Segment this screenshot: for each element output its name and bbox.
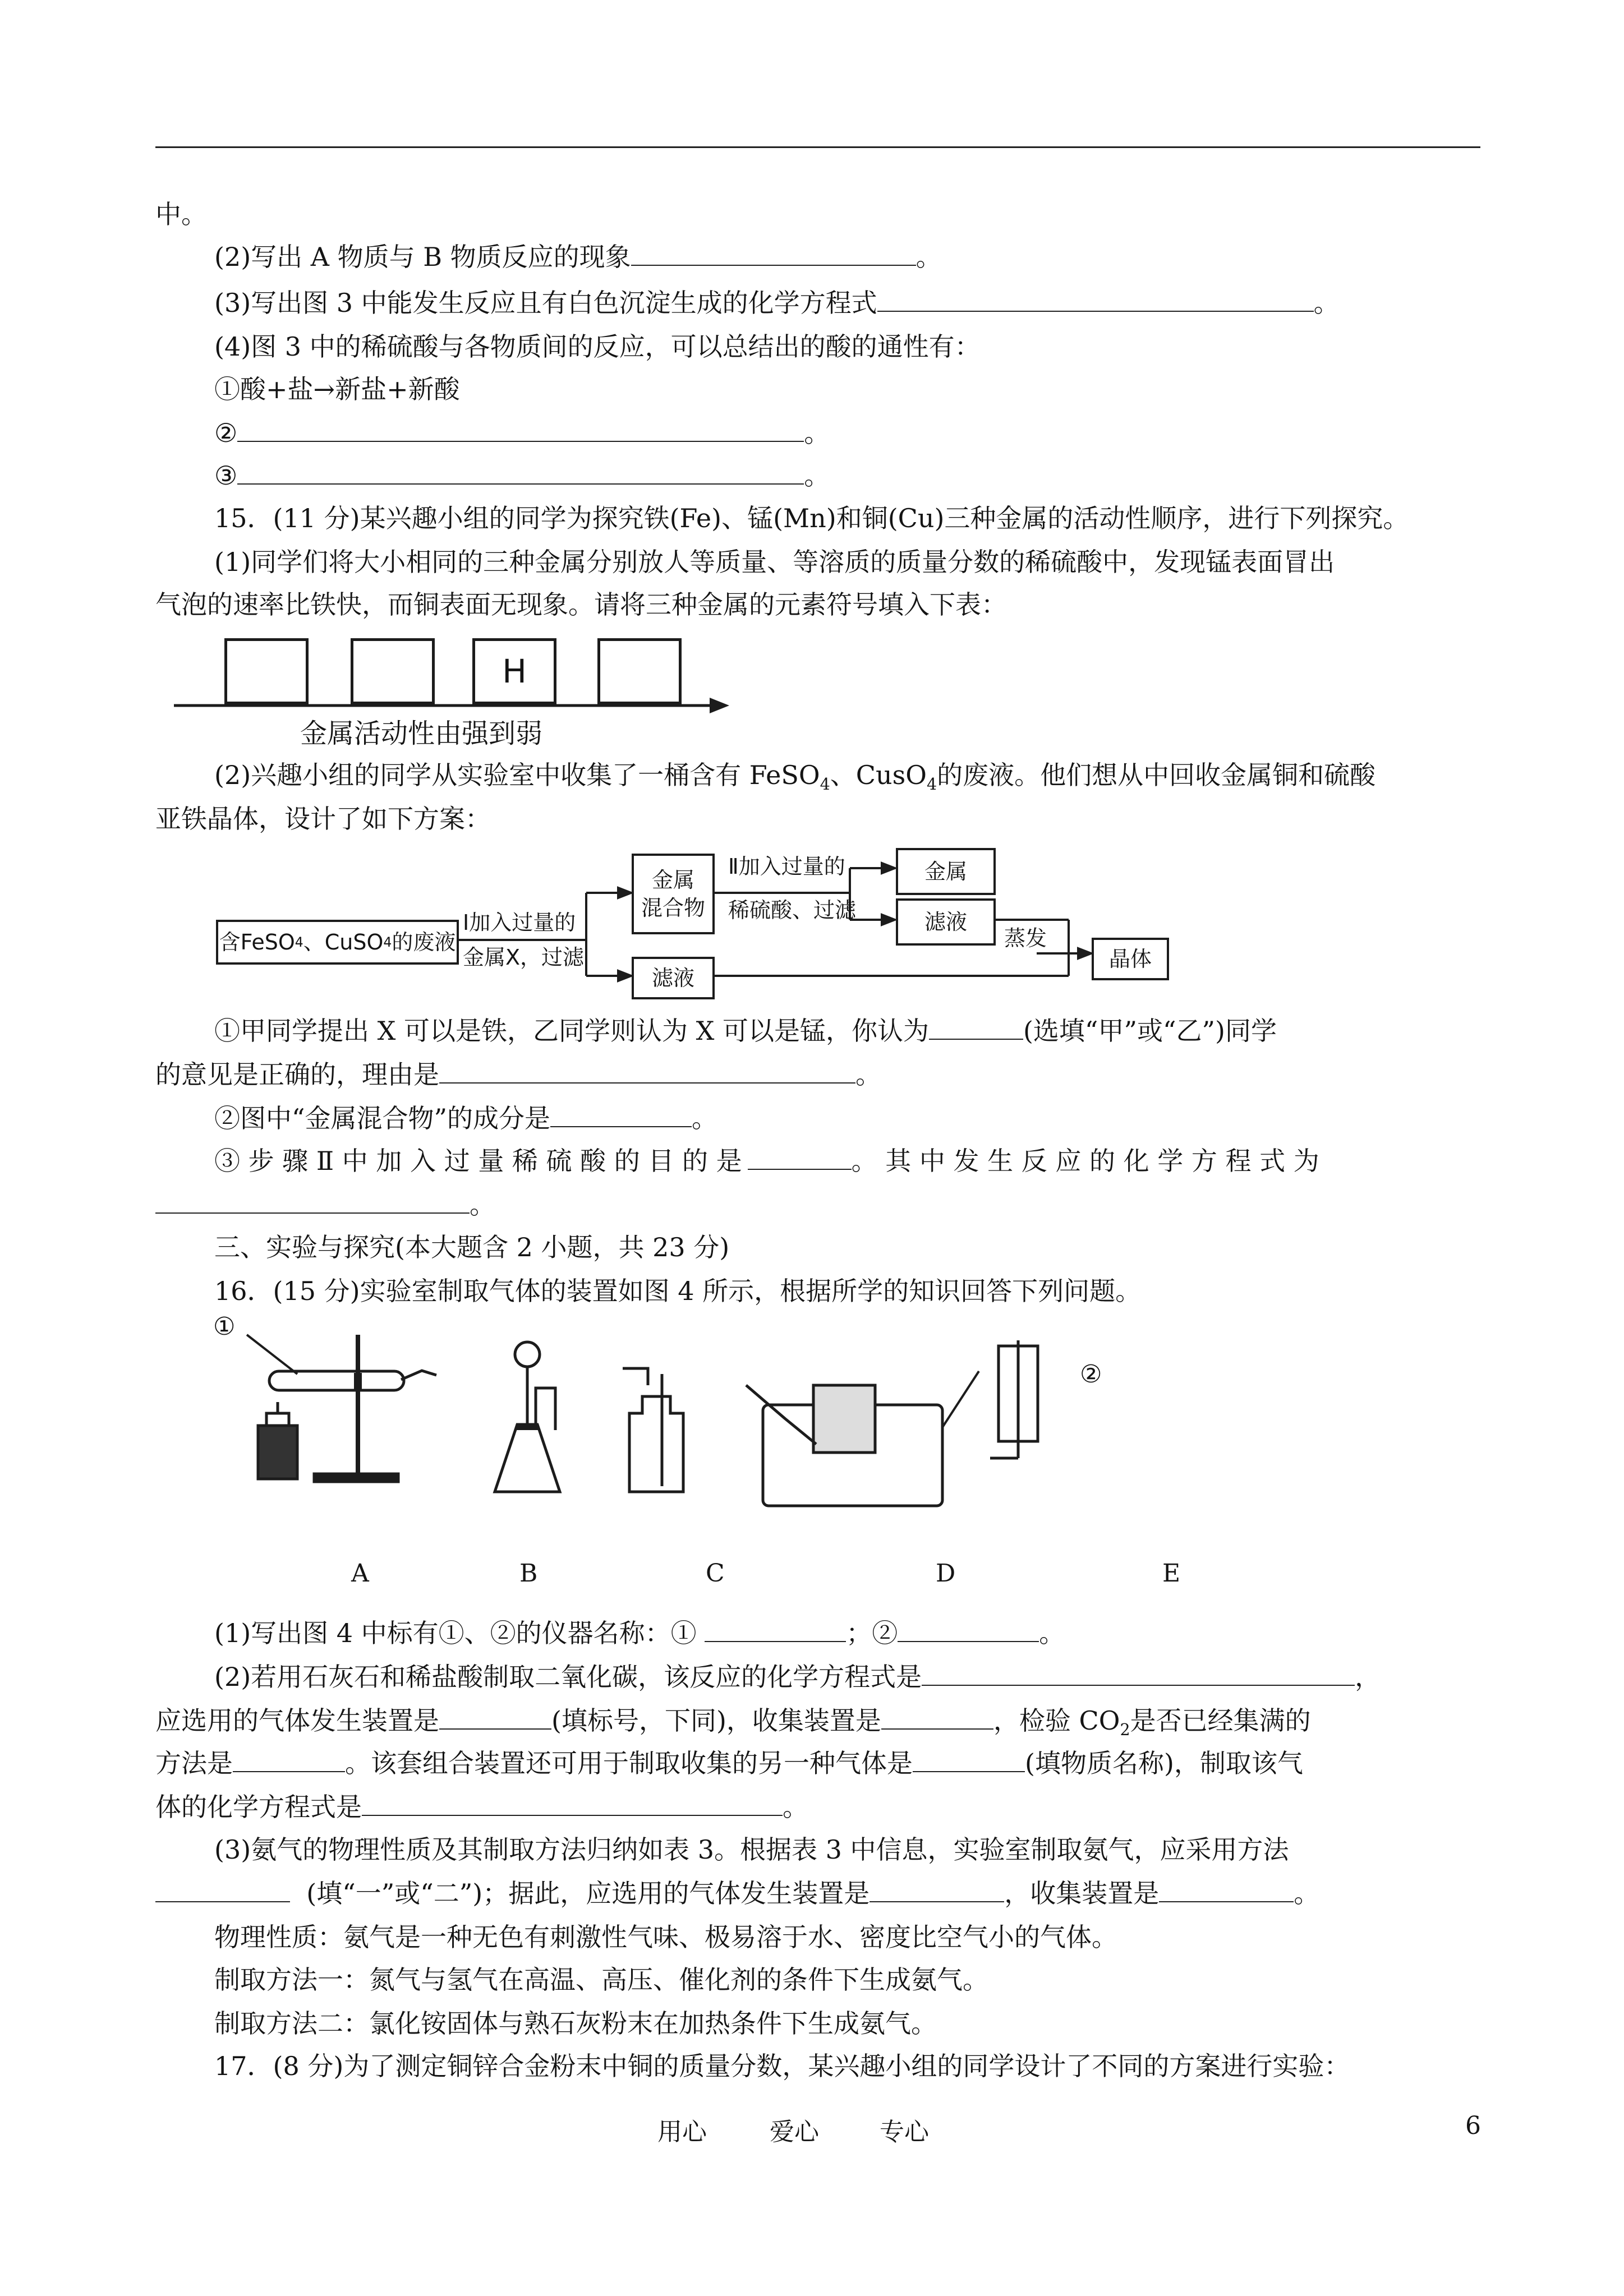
q16-method-1: 制取方法一：氮气与氢气在高温、高压、催化剂的条件下生成氨气。 <box>214 1965 988 1995</box>
q16-part1: (1)写出图 4 中标有①、②的仪器名称：① ；② 。 <box>214 1616 1065 1650</box>
activity-arrow-label: 金属活动性由强到弱 <box>300 718 543 749</box>
q14-part4-item3: ③ 。 <box>214 459 830 492</box>
flow-step1-label-2: 金属X，过滤 <box>463 945 585 970</box>
q14-part2: (2)写出 A 物质与 B 物质反应的现象 。 <box>214 240 942 274</box>
apparatus-label-a: A <box>351 1559 369 1588</box>
q15-head: 15．(11 分)某兴趣小组的同学为探究铁(Fe)、锰(Mn)和铜(Cu)三种金属的活动性顺序，进行下列探究。 <box>214 503 1409 533</box>
apparatus-figure <box>213 1324 1223 1593</box>
q16-property: 物理性质：氨气是一种无色有刺激性气味、极易溶于水、密度比空气小的气体。 <box>214 1922 1117 1952</box>
section3-heading: 三、实验与探究(本大题含 2 小题，共 23 分) <box>214 1232 730 1262</box>
q16-part2-line3: 方法是 。该套组合装置还可用于制取收集的另一种气体是 (填物质名称)，制取该气 <box>155 1746 1303 1780</box>
footer-word-1: 用心 <box>657 2118 707 2146</box>
apparatus-label-b: B <box>519 1559 538 1588</box>
q15-q1-line2: 的意见是正确的，理由是 。 <box>155 1058 881 1091</box>
flow-step1-label-1: Ⅰ加入过量的 <box>463 910 576 935</box>
q16-head: 16．(15 分)实验室制取气体的装置如图 4 所示，根据所学的知识回答下列问题。 <box>214 1276 1142 1306</box>
page-number: 6 <box>1465 2111 1481 2140</box>
footer-word-2: 爱心 <box>770 2118 819 2146</box>
activity-box-h: H <box>472 638 556 704</box>
apparatus-label-c: C <box>706 1559 725 1588</box>
q14-part4-item2: ② 。 <box>214 416 830 450</box>
q15-q2: ②图中“金属混合物”的成分是 。 <box>214 1101 717 1135</box>
q15-part2-line2: 亚铁晶体，设计了如下方案： <box>155 804 491 834</box>
q15-part1-line1: (1)同学们将大小相同的三种金属分别放人等质量、等溶质的质量分数的稀硫酸中，发现锰表面冒出 <box>214 547 1335 577</box>
footer-word-3: 专心 <box>880 2118 929 2146</box>
flow-step2-label-1: Ⅱ加入过量的 <box>728 854 845 879</box>
flow-step2-label-2: 稀硫酸、过滤 <box>728 898 857 923</box>
q16-part2-line4: 体的化学方程式是 。 <box>155 1790 808 1824</box>
q14-tail: 中。 <box>155 199 207 229</box>
apparatus-mark-1: ① <box>213 1312 236 1341</box>
flow-filtrate-1: 滤液 <box>896 898 996 946</box>
q14-part4: (4)图 3 中的稀硫酸与各物质间的反应，可以总结出的酸的通性有： <box>214 331 981 362</box>
q16-part2-line2: 应选用的气体发生装置是 (填标号，下同)，收集装置是 ，检验 $CO_2$是否已经集满的 <box>155 1704 1311 1747</box>
q14-part4-item1: ①酸+盐→新盐+新酸 <box>214 374 460 404</box>
apparatus-label-e: E <box>1162 1559 1181 1588</box>
flow-filtrate-2: 滤液 <box>632 957 715 999</box>
q17-head: 17．(8 分)为了测定铜锌合金粉末中铜的质量分数，某兴趣小组的同学设计了不同的方案进行实验： <box>214 2051 1350 2081</box>
header-rule <box>155 146 1480 148</box>
flow-metal-mixture: 金属 混合物 <box>632 854 715 934</box>
q14-part3: (3)写出图 3 中能发生反应且有白色沉淀生成的化学方程式 。 <box>214 286 1340 320</box>
q16-part2-line1: (2)若用石灰石和稀盐酸制取二氧化碳，该反应的化学方程式是 ， <box>214 1660 1381 1694</box>
q16-method-2: 制取方法二：氯化铵固体与熟石灰粉末在加热条件下生成氨气。 <box>214 2008 937 2039</box>
flow-metal: 金属 <box>896 848 996 895</box>
flow-crystal: 晶体 <box>1092 938 1169 980</box>
q15-q3-line2: 。 <box>155 1188 495 1221</box>
q15-part1-line2: 气泡的速率比铁快，而铜表面无现象。请将三种金属的元素符号填入下表： <box>155 589 1007 620</box>
q16-part3-line2: (填“一”或“二”)；据此，应选用的气体发生装置是 ，收集装置是 。 <box>155 1877 1319 1910</box>
q16-part3-line1: (3)氨气的物理性质及其制取方法归纳如表 3。根据表 3 中信息，实验室制取氨气，应采用方法 <box>214 1834 1289 1865</box>
q15-part2-line1: (2)兴趣小组的同学从实验室中收集了一桶含有 FeSO$_4$、CusO$_4$的废液。他们想从中回收金属铜和硫酸 <box>214 760 1376 794</box>
flow-waste-liquid: 含FeSO 4 、CuSO 4 的废液 <box>216 920 459 965</box>
q15-q3-line1: ③ 步 骤 Ⅱ 中 加 入 过 量 稀 硫 酸 的 目 的 是 。 其 中 发 生 反 应 的 化 学 方 程 式 为 <box>214 1144 1319 1178</box>
q15-q1-line1: ①甲同学提出 X 可以是铁，乙同学则认为 X 可以是锰，你认为 (选填“甲”或“乙”)同学 <box>214 1014 1277 1048</box>
flow-evaporate-label: 蒸发 <box>1004 926 1047 951</box>
activity-arrow <box>174 694 735 717</box>
apparatus-mark-2: ② <box>1080 1360 1102 1389</box>
apparatus-label-d: D <box>936 1559 956 1588</box>
